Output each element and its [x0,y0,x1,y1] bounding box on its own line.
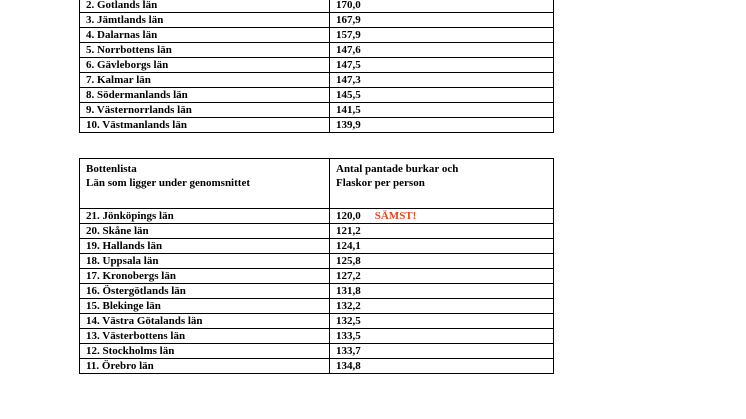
county-name-cell: 6. Gävleborgs län [80,58,330,73]
table-row [80,118,554,133]
table-row [80,224,554,239]
value-cell [330,43,554,58]
table-row [80,209,554,224]
value-text: 124,1 [336,239,361,252]
value-text: 133,5 [336,329,361,342]
top-list-table [79,0,554,133]
table-row [80,28,554,43]
county-name-cell: 5. Norrbottens län [80,43,330,58]
county-name-cell: 21. Jönköpings län [80,209,330,224]
value-cell [330,239,554,254]
value-cell [330,359,554,374]
value-text: 131,8 [336,284,361,297]
county-name-cell: 14. Västra Götalands län [80,314,330,329]
value-text: 132,5 [336,314,361,327]
bottom-list-header-left [80,159,330,209]
value-cell [330,103,554,118]
value-text: 157,9 [336,28,361,41]
table-row [80,254,554,269]
county-name-cell: 20. Skåne län [80,224,330,239]
value-text: 141,5 [336,103,361,116]
table-row [80,58,554,73]
table-row [80,88,554,103]
value-cell [330,284,554,299]
value-column-header-line1: Antal pantade burkar och [336,163,459,175]
table-row [80,239,554,254]
county-name-cell: 9. Västernorrlands län [80,103,330,118]
table-row [80,329,554,344]
table-row [80,0,554,13]
value-cell [330,58,554,73]
county-name-cell: 8. Södermanlands län [80,88,330,103]
value-text: 127,2 [336,269,361,282]
bottom-list-header-right [330,159,554,209]
bottom-list-body [80,159,554,374]
value-cell [330,73,554,88]
value-text: 145,5 [336,88,361,101]
county-name-cell: 13. Västerbottens län [80,329,330,344]
top-list-body [80,0,554,133]
value-text: 147,5 [336,58,361,71]
bottom-list-title: Bottenlista [86,163,137,175]
value-cell [330,118,554,133]
value-text: 170,0 [336,0,361,11]
value-text: 133,7 [336,344,361,357]
table-row [80,284,554,299]
county-name-cell: 11. Örebro län [80,359,330,374]
table-row [80,103,554,118]
county-name-cell: 12. Stockholms län [80,344,330,359]
county-name-cell: 19. Hallands län [80,239,330,254]
value-text: 139,9 [336,118,361,131]
value-cell [330,88,554,103]
table-row [80,13,554,28]
value-text: 132,2 [336,299,361,312]
value-cell [330,344,554,359]
county-name-cell: 7. Kalmar län [80,73,330,88]
county-name-cell: 2. Gotlands län [80,0,330,13]
value-cell [330,224,554,239]
bottom-list-subtitle: Län som ligger under genomsnittet [86,177,250,189]
value-text: 120,0 [336,209,361,222]
county-name-cell: 15. Blekinge län [80,299,330,314]
value-text: 134,8 [336,359,361,372]
bottom-list-table [79,158,554,374]
county-name-cell: 4. Dalarnas län [80,28,330,43]
county-name-cell: 17. Kronobergs län [80,269,330,284]
table-row [80,344,554,359]
value-cell [330,269,554,284]
value-cell [330,299,554,314]
value-text: 121,2 [336,224,361,237]
county-name-cell: 3. Jämtlands län [80,13,330,28]
value-cell [330,0,554,13]
table-row [80,43,554,58]
county-name-cell: 10. Västmanlands län [80,118,330,133]
value-text: 125,8 [336,254,361,267]
table-row [80,314,554,329]
value-cell [330,254,554,269]
value-column-header-line2: Flaskor per person [336,177,425,189]
table-row [80,359,554,374]
value-cell [330,209,554,224]
value-cell [330,13,554,28]
value-text: 147,6 [336,43,361,56]
value-text: 167,9 [336,13,361,26]
county-name-cell: 18. Uppsala län [80,254,330,269]
county-name-cell: 16. Östergötlands län [80,284,330,299]
worst-label: SÄMST! [374,209,417,222]
value-cell [330,314,554,329]
bottom-list-header-row [80,159,554,209]
table-row [80,299,554,314]
value-cell [330,28,554,43]
table-row [80,73,554,88]
value-text: 147,3 [336,73,361,86]
table-row [80,269,554,284]
value-cell [330,329,554,344]
